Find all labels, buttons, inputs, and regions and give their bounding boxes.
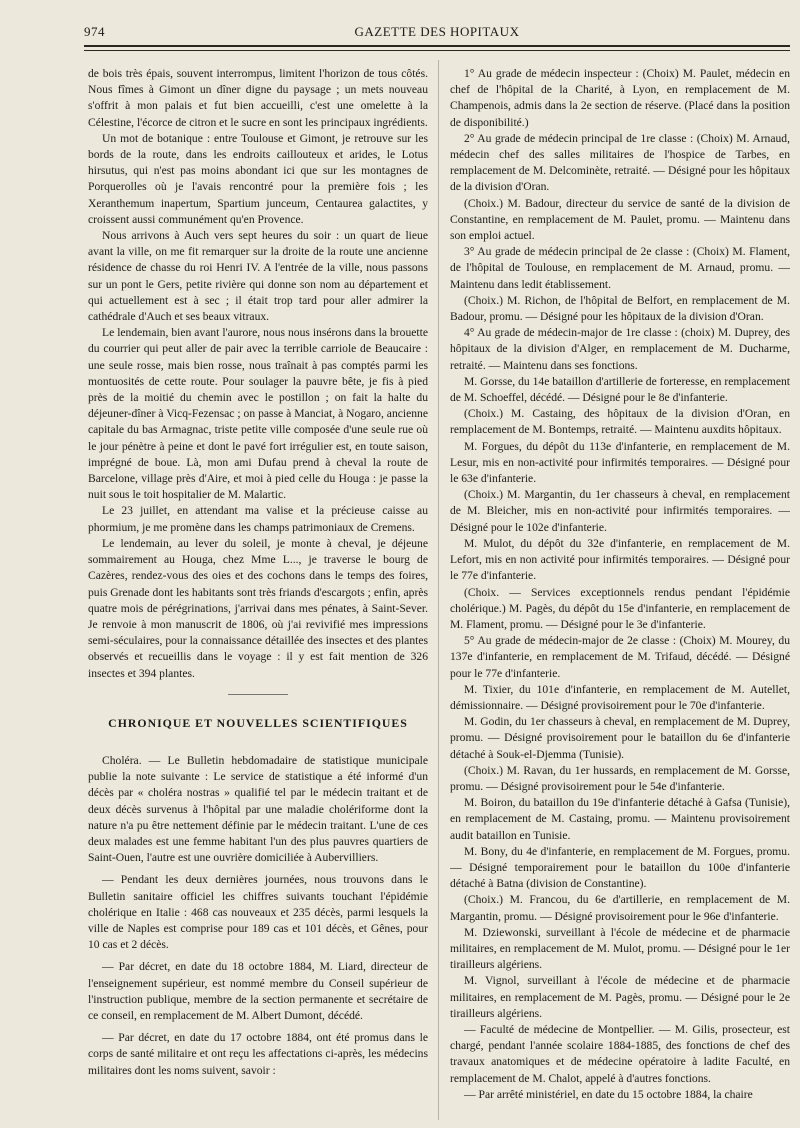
right-paragraph: M. Boiron, du bataillon du 19e d'infanterie détaché à Gafsa (Tunisie), en remplacement de M. Castaing, promu. — Maintenu provisoirement audit bataillon en Tunisie. [450, 796, 790, 842]
right-paragraph: M. Godin, du 1er chasseurs à cheval, en remplacement de M. Duprey, promu. — Désigné provisoirement pour le bataillon du 6e d'infanterie détaché à Souk-el-Djemma (Tunisie). [450, 715, 790, 761]
right-paragraph: (Choix.) M. Badour, directeur du service de santé de la division de Constantine, en remplacement de M. Paulet, promu. — Maintenu dans son emploi actuel. [450, 196, 790, 243]
column-divider [438, 60, 439, 1120]
news-item: Choléra. — Le Bulletin hebdomadaire de statistique municipale publie la note suivante : Le service de statistique a été informé d'un décès par « choléra nostras » qualifié tel par le médecin traitant et de deux décès survenus à l'hôpital par une maladie cholériforme dont la nature n'a pu être nettement définie par le médecin traitant. L'une de ces deux malades est une femme habitant l'un des plus pauvres quartiers de Saint-Ouen, l'autre est une ouvrière domiciliée à Aubervilliers. [88, 753, 428, 865]
right-paragraph: M. Bony, du 4e d'infanterie, en remplacement de M. Forgues, promu. — Désigné temporairement pour le bataillon du 100e d'infanterie détaché à Batna (division de Constantine). [450, 844, 790, 891]
left-column [88, 66, 428, 1116]
header-rule-thick [84, 45, 790, 47]
right-column [450, 66, 790, 1116]
right-paragraph: 2° Au grade de médecin principal de 1re classe : (Choix) M. Arnaud, médecin chef des salles militaires de l'hospice de Tarbes, en remplacement de M. Delcominète, retraité. — Désigné pour les hôpitaux de la division d'Oran. [450, 131, 790, 194]
right-paragraph: M. Tixier, du 101e d'infanterie, en remplacement de M. Autellet, démissionnaire. — Désigné provisoirement pour le 70e d'infanterie. [450, 682, 790, 712]
right-paragraph: M. Vignol, surveillant à l'école de médecine et de pharmacie militaires, en remplacement de M. Pagès, promu. — Désigné pour le 2e tirailleurs algériens. [450, 974, 790, 1020]
right-paragraph: — Faculté de médecine de Montpellier. — M. Gilis, prosecteur, est chargé, pendant l'année scolaire 1884-1885, des fonctions de chef des travaux anatomiques et de médecine opératoire à ladite Faculté, en remplacement de M. Chalot, appelé à d'autres fonctions. [450, 1022, 790, 1085]
left-paragraph: Le lendemain, bien avant l'aurore, nous nous insérons dans la brouette du courrier qui peut aller de pair avec la terrible carriole de Beaucaire : une seule rosse, mais bien rosse, nous traînait à pas comptés parmi les montuosités de cette route. Pour soulager la pauvre bête, je fis à pied près de la moitié du chemin avec le postillon ; on fait la halte du déjeuner-dîner à Vicq-Fezensac ; on passe à Manciat, à Nogaro, ancienne capitale du bas Armagnac, triste petite ville composée d'une seule rue où le jour pénètre à peine et dont le pavé fort irrégulier est, en toute saison, imprégné de boue. Là, mon ami Dufau prend à cheval la route de Barcelone, village près d'Aire, et moi à pied celle du Houga : je passe la nuit sous le toit hospitalier de M. Malartic. [88, 326, 428, 502]
page-number: 974 [84, 24, 105, 39]
left-paragraph: Le 23 juillet, en attendant ma valise et la précieuse caisse au phormium, je me promène dans les champs patrimoniaux de Cremens. [88, 504, 428, 534]
section-separator [228, 694, 288, 695]
right-paragraph: M. Mulot, du dépôt du 32e d'infanterie, en remplacement de M. Lefort, mis en non activité pour infirmités temporaires. — Désigné pour le 77e d'infanterie. [450, 536, 790, 583]
news-item: — Par décret, en date du 17 octobre 1884, ont été promus dans le corps de santé militaire et ont reçu les affectations ci-après, les médecins militaires dont les noms suivent, savoir : [88, 1031, 428, 1077]
left-paragraph: Le lendemain, au lever du soleil, je monte à cheval, je déjeune sommairement au Houga, chez Mme L..., je traverse le bourg de Cazères, rendez-vous des oies et des cochons dans le temps des foires, puis Grenade dont les habitants sont très friands d'escargots ; enfin, après quatre mois de pérégrinations, j'arrivai dans mes pénates, à Saint-Sever. Je renvoie à mon manuscrit de 1806, où j'ai revivifié mes impressions semi-séculaires, pour la connaissance détaillée des insectes et des plantes observés et recueillis dans le voyage : il y est fait mention de 326 insectes et 394 plantes. [88, 536, 428, 680]
right-paragraph: — Par arrêté ministériel, en date du 15 octobre 1884, la chaire [464, 1087, 753, 1101]
news-item: — Par décret, en date du 18 octobre 1884, M. Liard, directeur de l'enseignement supérieur, est nommé membre du Conseil supérieur de l'instruction publique, membre de la section permanente et secrétaire de ce conseil, en remplacement de M. Albert Dumont, décédé. [88, 960, 428, 1022]
header-rule-thin [84, 50, 790, 51]
right-paragraph: (Choix.) M. Francou, du 6e d'artillerie, en remplacement de M. Margantin, promu. — Désigné provisoirement pour le 96e d'infanterie. [450, 893, 790, 923]
section-title: CHRONIQUE ET NOUVELLES SCIENTIFIQUES [108, 715, 408, 730]
journal-title: GAZETTE DES HOPITAUX [354, 24, 520, 39]
right-paragraph: 3° Au grade de médecin principal de 2e classe : (Choix) M. Flament, de l'hôpital de Toulouse, en remplacement de M. Arnaud, promu. — Maintenu dans ledit établissement. [450, 245, 790, 291]
right-paragraph: M. Forgues, du dépôt du 113e d'infanterie, en remplacement de M. Lesur, mis en non-activité pour infirmités temporaires. — Désigné pour le 63e d'infanterie. [450, 439, 790, 486]
right-paragraph: (Choix. — Services exceptionnels rendus pendant l'épidémie cholérique.) M. Pagès, du dépôt du 15e d'infanterie, en remplacement de M. Flament, promu. — Désigné pour le 3e d'infanterie. [450, 585, 790, 631]
right-paragraph: (Choix.) M. Ravan, du 1er hussards, en remplacement de M. Gorsse, promu. — Désigné provisoirement pour le 54e d'infanterie. [450, 763, 790, 793]
right-paragraph: M. Dziewonski, surveillant à l'école de médecine et de pharmacie militaires, en remplacement de M. Mulot, promu. — Désigné pour le 1er tirailleurs algériens. [450, 925, 790, 972]
left-paragraph: de bois très épais, souvent interrompus, limitent l'horizon de tous côtés. Nous fîmes à Gimont un dîner digne du paysage ; un mets nouveau s'offrit à mon palais et fut bien accueilli, c'est une omelette à la Célestine, l'écorce de citron et le sucre en sont les principaux ingrédients. [88, 67, 428, 129]
left-paragraph: Nous arrivons à Auch vers sept heures du soir : un quart de lieue avant la ville, on me fit remarquer sur la droite de la route une ancienne résidence de chasse du roi Henri IV. A l'entrée de la ville, nous passons sur un pont le Gers, petite rivière qui donne son nom au département et qui actuellement est à sec ; il était trop tard pour aller admirer la cathédrale d'Auch et ses beaux vitraux. [88, 229, 428, 324]
right-paragraph: 5° Au grade de médecin-major de 2e classe : (Choix) M. Mourey, du 137e d'infanterie, en remplacement de M. Trifaud, décédé. — Désigné pour le 77e d'infanterie. [450, 634, 790, 680]
right-paragraph: (Choix.) M. Castaing, des hôpitaux de la division d'Oran, en remplacement de M. Bontemps, retraité. — Maintenu auxdits hôpitaux. [450, 407, 790, 437]
right-paragraph: (Choix.) M. Richon, de l'hôpital de Belfort, en remplacement de M. Badour, promu. — Désigné pour les hôpitaux de la division d'Oran. [450, 293, 790, 324]
left-paragraph: Un mot de botanique : entre Toulouse et Gimont, je retrouve sur les bords de la route, dans les endroits caillouteux et arides, le Lotus hirsutus, qui n'est pas moins abondant ici que sur les montagnes de Porquerolles où je l'avais rencontré pour la première fois ; les Xeranthemum inapertum, Spartium junceum, Centaurea galactites, y croissent aussi communément qu'en Provence. [88, 131, 428, 226]
right-paragraph: 1° Au grade de médecin inspecteur : (Choix) M. Paulet, médecin en chef de l'hôpital de la Charité, à Lyon, en remplacement de M. Champenois, admis dans la 2e section de réserve. (Placé dans la position de disponibilité.) [450, 67, 790, 129]
right-paragraph: 4° Au grade de médecin-major de 1re classe : (choix) M. Duprey, des hôpitaux de la division d'Alger, en remplacement de M. Ducharme, retraité. — Maintenu dans ses fonctions. [450, 326, 790, 372]
page-header [84, 20, 790, 42]
right-paragraph: (Choix.) M. Margantin, du 1er chasseurs à cheval, en remplacement de M. Bleicher, mis en non-activité pour infirmités temporaires. — Désigné pour le 102e d'infanterie. [450, 488, 790, 534]
right-paragraph: M. Gorsse, du 14e bataillon d'artillerie de forteresse, en remplacement de M. Schoeffel, décédé. — Désigné pour le 8e d'infanterie. [450, 374, 790, 405]
news-item: — Pendant les deux dernières journées, nous trouvons dans le Bulletin sanitaire officiel les chiffres suivants touchant l'épidémie cholérique en Italie : 468 cas nouveaux et 235 décès, parmi lesquels la ville de Naples est comprise pour 189 cas et 101 décès, et Gênes, pour 10 cas et 2 décès. [88, 873, 428, 952]
